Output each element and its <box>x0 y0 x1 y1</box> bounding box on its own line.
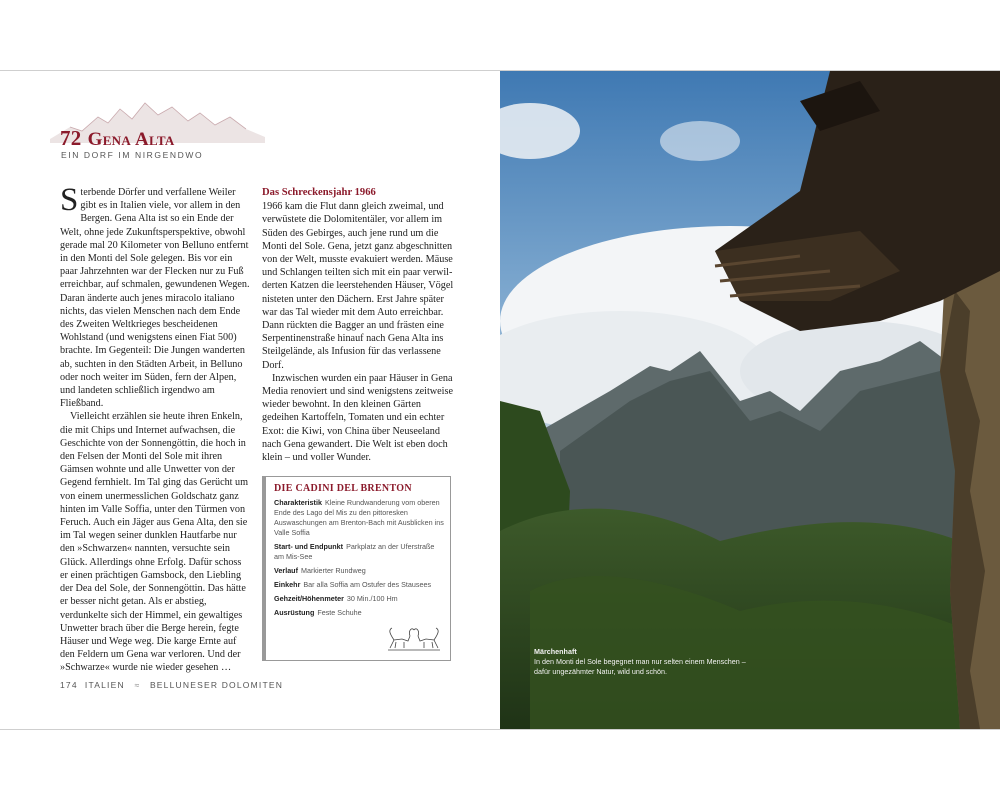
info-value: Markierter Rundweg <box>300 566 366 575</box>
paragraph-intro <box>60 182 250 410</box>
caption-text: In den Monti del Sole begegnet man nur selten einem Menschen – dafür ungezähmter Natur, wild und schön. <box>534 657 746 676</box>
info-value: 30 Min./100 Hm <box>346 594 398 603</box>
info-row-duration <box>274 594 444 604</box>
info-label: Ausrüstung <box>274 608 315 617</box>
info-label: Start- und Endpunkt <box>274 542 344 551</box>
caption-title: Märchenhaft <box>534 647 577 656</box>
chapter-name: Gena Alta <box>87 129 175 150</box>
photo-caption <box>534 647 764 677</box>
section-heading: Das Schreckensjahr 1966 <box>262 187 376 198</box>
page-number: 174 <box>60 680 78 690</box>
info-row-route <box>274 566 444 576</box>
info-value: Feste Schuhe <box>317 608 362 617</box>
chapter-number: 72 <box>60 126 82 150</box>
mountain-photo <box>500 71 1000 729</box>
book-spread <box>0 70 1000 730</box>
info-label: Verlauf <box>274 566 298 575</box>
info-label: Einkehr <box>274 580 301 589</box>
ornament-icon: ≈ <box>134 680 141 690</box>
footer-region: BELLUNESER DOLOMITEN <box>149 680 284 690</box>
info-value: Parkplatz an der Uferstraße am Mis-See <box>274 542 435 561</box>
info-value: Kleine Rundwanderung vom oberen Ende des Lago del Mis zu den pittoresken Auswaschungen am Brenton-Bach mit Ausblicken ins Valle Soffia <box>274 498 444 537</box>
info-label: Gehzeit/Höhenmeter <box>274 594 344 603</box>
info-row-characteristic <box>274 498 444 538</box>
left-page <box>0 71 500 729</box>
drop-cap: S <box>60 182 79 218</box>
ibex-illustration-icon <box>386 626 442 654</box>
info-box <box>262 476 451 661</box>
info-label: Charakteristik <box>274 498 322 507</box>
paragraph-flood: 1966 kam die Flut dann gleich zweimal, und verwüstete die Dolomitentäler, vor allem im Süden des Gebirges, auch jene rund um die Monti del Sole. Gena, jetzt ganz abgeschnitten von der Welt, musste evakuiert werden. Mäuse und Schlangen teilten sich mit ein paar verwilderten Katzen die leerstehenden Häuser, Vögel nisteten unter den Dächern. Erst Jahre später war das Tal wieder mit dem Auto erreichbar. Dann rückten die Bagger an und frästen eine Serpentinenstraße hinauf nach Gena Alta ins Steilgelände, als Infusion für das verlassene Dorf. <box>262 201 454 371</box>
info-row-equipment <box>274 608 444 618</box>
info-box-title: DIE CADINI DEL BRENTON <box>274 483 412 494</box>
paragraph-today: Inzwischen wurden ein paar Häuser in Gena Media renoviert und sind wenigstens zeitweise wieder bewohnt. In den kleinen Gärten gedeihen Kartoffeln, Tomaten und ein echter Exot: die Kiwi, von China über Neuseeland nach Gena gewandert. Die Welt ist eben doch klein – und voller Wunder. <box>262 372 453 464</box>
info-row-refreshment <box>274 580 444 590</box>
paragraph-legend: Vielleicht erzählen sie heute ihren Enkeln, die mit Chips und Internet aufwachsen, die Geschichte von der Sonnengöttin, die hoch in den Felsen der Monti del Sole mit ihren Gämsen wohnte und alle Unwetter von der Gegend fernhielt. Im Tal ging das Gerücht um von einem unermesslichen Goldschatz ganz hinten im Valle Soffia, unter den Türmen von Feruch. Auch ein Jäger aus Gena Alta, den sie im Tal wegen seiner dunklen Hautfarbe nur den »Schwarzen« nannten, versuchte sein Glück. Allerdings ohne Erfolg. Dafür schoss er einen prächtigen Gamsbock, den Liebling der Dea del Sole, der Sonnengöttin. Das hätte er besser nicht getan. Als er abstieg, verdunkelte sich der Himmel, ein gewaltiges Unwetter brach über die Berge herein, fegte Häuser und Wege weg. Die karge Ernte auf den Feldern um Gena war verloren. Und der »Schwarze« wurde nie wieder gesehen … <box>60 411 249 674</box>
text-column-right <box>262 186 454 464</box>
right-page <box>500 71 1000 729</box>
info-value: Bar alla Soffia am Ostufer des Stausees <box>303 580 432 589</box>
page-footer <box>60 680 283 690</box>
text-column-left <box>60 182 250 675</box>
paragraph-intro-text: terbende Dörfer und verfallene Weiler gibt es in Italien viele, vor allem in den Bergen. Gena Alta ist so ein Ende der Welt, ohne jede Zukunftsperspektive, obwohl gerade mal 20 Kilometer von Belluno entfernt in den Monti del Sole gelegen. Bis vor ein paar Jahrzehnten war der Flecken nur zu Fuß erreichbar, auf schmalen, gewundenen Wegen. Daran änderte auch jenes miracolo italiano nichts, das vielen Menschen nach dem Ende des Zweiten Weltkrieges bescheidenen Wohlstand (und wenigstens einen Fiat 500) brachte. Im Gegenteil: Die Jungen wanderten ab, suchten in den Städten Arbeit, in Belluno oder noch weiter im Süden, fern der Alpen, und landeten schließlich irgendwo am Fließband. <box>60 187 250 410</box>
chapter-subtitle: EIN DORF IM NIRGENDWO <box>61 150 204 160</box>
chapter-title <box>60 126 175 151</box>
info-row-start <box>274 542 444 562</box>
footer-section: ITALIEN <box>84 680 125 690</box>
